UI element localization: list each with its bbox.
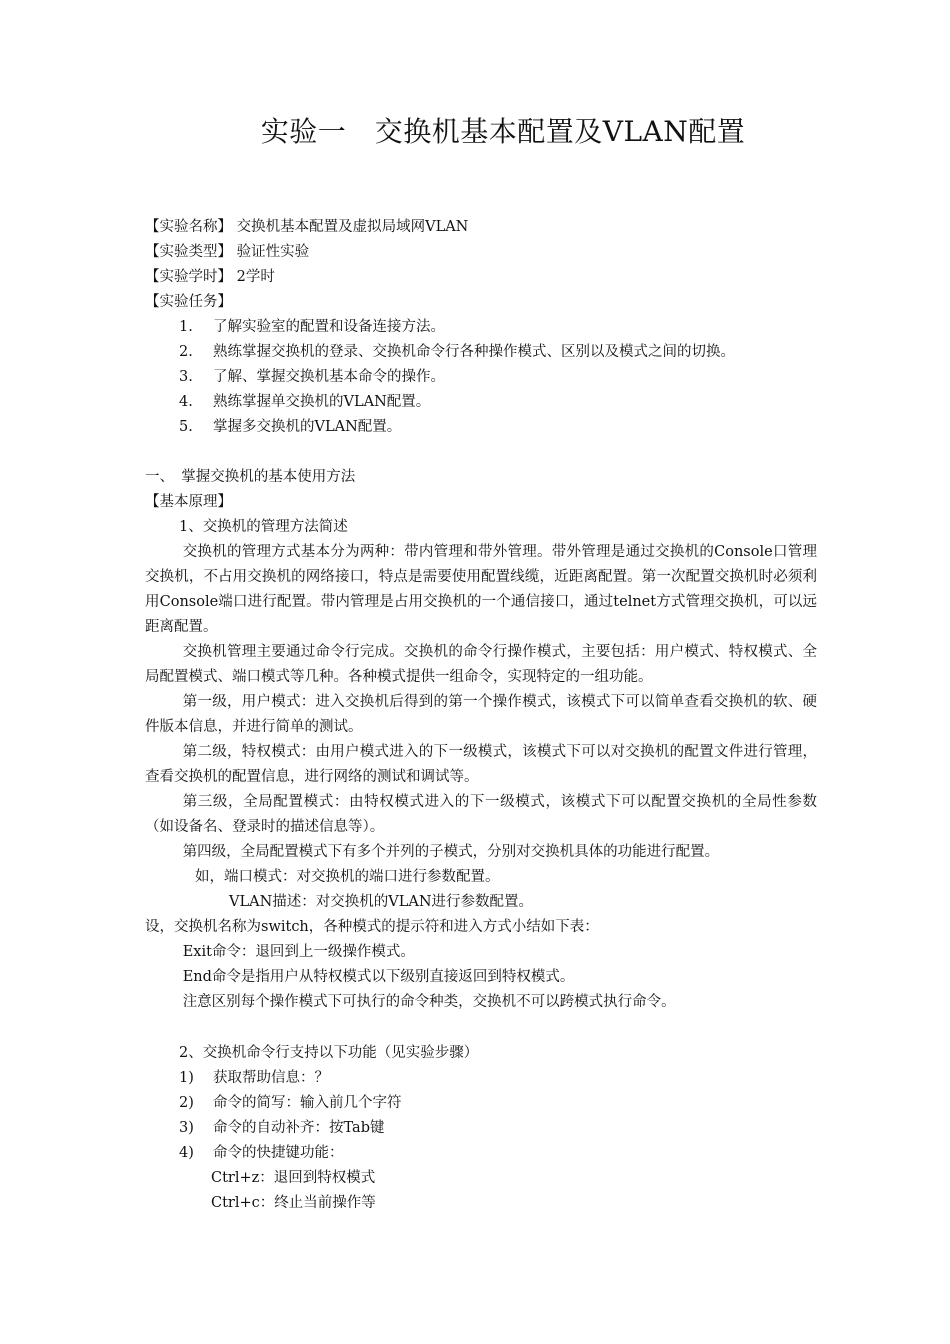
principle-label: 【基本原理】: [145, 494, 232, 510]
task-text: 熟练掌握交换机的登录、交换机命令行各种操作模式、区别以及模式之间的切换。: [213, 344, 735, 360]
paragraph-cli-modes: 交换机管理主要通过命令行完成。交换机的命令行操作模式，主要包括：用户模式、特权模式、全局配置模式、端口模式等几种。各种模式提供一组命令，实现特定的一组功能。: [145, 644, 817, 685]
spacer: [145, 1015, 817, 1028]
task-text: 了解实验室的配置和设备连接方法。: [213, 319, 445, 335]
feature-item: [145, 1116, 817, 1141]
paragraph-exit-command: Exit命令：退回到上一级操作模式。: [182, 944, 415, 960]
info-type-value: 验证性实验: [236, 244, 310, 260]
task-item: [145, 315, 817, 340]
info-type-label: 【实验类型】: [145, 244, 232, 260]
section1-heading: 一、 掌握交换机的基本使用方法: [145, 469, 356, 485]
feature-text: 命令的自动补齐：按Tab键: [213, 1120, 385, 1136]
paragraph-end-command: End命令是指用户从特权模式以下级别直接返回到特权模式。: [182, 969, 575, 985]
paragraph-management: 交换机的管理方式基本分为两种：带内管理和带外管理。带外管理是通过交换机的Console口管理交换机，不占用交换机的网络接口，特点是需要使用配置线缆，近距离配置。第一次配置交换机时必须利用Console端口进行配置。带内管理是占用交换机的一个通信接口，通过telnet方式管理交换机，可以远距离配置。: [145, 544, 817, 635]
info-hours: [145, 265, 817, 290]
feature-item: [145, 1091, 817, 1116]
paragraph-prompt-summary: 设，交换机名称为switch，各种模式的提示符和进入方式小结如下表：: [145, 919, 599, 935]
feature-item: [145, 1141, 817, 1166]
info-tasks-label: 【实验任务】: [145, 294, 232, 310]
paragraph-user-mode: 第一级，用户模式：进入交换机后得到的第一个操作模式，该模式下可以简单查看交换机的软、硬件版本信息，并进行简单的测试。: [145, 694, 817, 735]
task-number: 1.: [179, 319, 193, 335]
paragraph-privileged-mode: 第二级，特权模式：由用户模式进入的下一级模式，该模式下可以对交换机的配置文件进行管理，查看交换机的配置信息，进行网络的测试和调试等。: [145, 744, 817, 785]
task-text: 熟练掌握单交换机的VLAN配置。: [213, 394, 431, 410]
paragraph-sub-modes: 第四级，全局配置模式下有多个并列的子模式，分别对交换机具体的功能进行配置。: [182, 844, 720, 860]
task-text: 了解、掌握交换机基本命令的操作。: [213, 369, 445, 385]
info-name-value: 交换机基本配置及虚拟局域网VLAN: [236, 219, 469, 235]
paragraph-mode-note: 注意区别每个操作模式下可执行的命令种类，交换机不可以跨模式执行命令。: [182, 994, 676, 1010]
task-number: 5.: [179, 419, 193, 435]
shortcut-item: Ctrl+z：退回到特权模式: [211, 1170, 376, 1186]
task-number: 4.: [179, 394, 193, 410]
info-name: [145, 215, 817, 240]
feature-number: 1): [179, 1070, 194, 1086]
task-number: 3.: [179, 369, 193, 385]
paragraph-global-config-mode: 第三级，全局配置模式：由特权模式进入的下一级模式，该模式下可以配置交换机的全局性参数（如设备名、登录时的描述信息等）。: [145, 794, 817, 835]
info-name-label: 【实验名称】: [145, 219, 232, 235]
info-type: [145, 240, 817, 265]
spacer: [145, 440, 817, 465]
spacer: [145, 1028, 817, 1041]
feature-text: 命令的快捷键功能：: [213, 1145, 344, 1161]
task-item: [145, 365, 817, 390]
feature-text: 命令的简写：输入前几个字符: [213, 1095, 402, 1111]
document-title: 实验一 交换机基本配置及VLAN配置: [260, 115, 746, 148]
task-item: [145, 415, 817, 440]
shortcut-item: Ctrl+c：终止当前操作等: [211, 1195, 376, 1211]
info-hours-value: 2学时: [236, 269, 275, 285]
task-number: 2.: [179, 344, 193, 360]
feature-text: 获取帮助信息：？: [213, 1070, 329, 1086]
feature-number: 4): [179, 1145, 194, 1161]
feature-item: [145, 1066, 817, 1091]
paragraph-vlan-mode: VLAN描述：对交换机的VLAN进行参数配置。: [229, 894, 534, 910]
document-body: [145, 215, 817, 1216]
feature-number: 2): [179, 1095, 194, 1111]
paragraph-interface-mode: 如，端口模式：对交换机的端口进行参数配置。: [195, 869, 500, 885]
subsection2-heading: 2、交换机命令行支持以下功能（见实验步骤）: [179, 1045, 479, 1061]
feature-number: 3): [179, 1120, 194, 1136]
info-hours-label: 【实验学时】: [145, 269, 232, 285]
subsection1-heading: 1、交换机的管理方法简述: [179, 519, 348, 535]
task-item: [145, 340, 817, 365]
task-item: [145, 390, 817, 415]
task-text: 掌握多交换机的VLAN配置。: [213, 419, 402, 435]
